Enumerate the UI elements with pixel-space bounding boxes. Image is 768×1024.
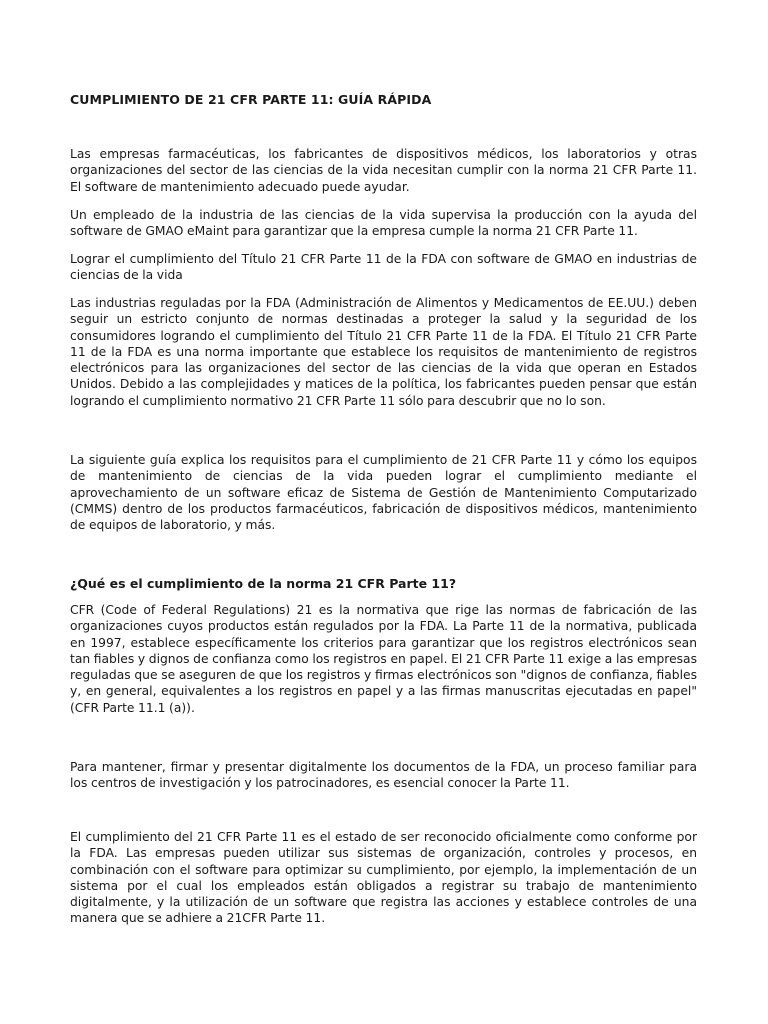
paragraph-intro: Las empresas farmacéuticas, los fabricantes de dispositivos médicos, los laboratorios y otras organizaciones del sector de las ciencias de la vida necesitan cumplir con la norma 21 CFR Parte 11. El software de mantenimiento adecuado puede ayudar. [70, 147, 697, 194]
paragraph-cfr-definition: CFR (Code of Federal Regulations) 21 es la normativa que rige las normas de fabricación de las organizaciones cuyos productos están regulados por la FDA. La Parte 11 de la normativa, publicada en 1997, establece específicamente los criterios para garantizar que los registros electrónicos sean tan fiables y dignos de confianza como los registros en papel. El 21 CFR Parte 11 exige a las empresas reguladas que se aseguren de que los registros y firmas electrónicos son "dignos de confianza, fiables y, en general, equivalentes a los registros en papel y a las firmas manuscritas ejecutadas en papel" (CFR Parte 11.1 (a)). [70, 603, 697, 715]
paragraph-regulated-industries: Las industrias reguladas por la FDA (Administración de Alimentos y Medicamentos de EE.UU.) deben seguir un estricto conjunto de normas destinadas a proteger la salud y la seguridad de los consumidores logrando el cumplimiento del Título 21 CFR Parte 11 de la FDA. El Título 21 CFR Parte 11 de la FDA es una norma importante que establece los requisitos de mantenimiento de registros electrónicos para las organizaciones del sector de las ciencias de la vida que operan en Estados Unidos. Debido a las complejidades y matices de la política, los fabricantes pueden pensar que están logrando el cumplimiento normativo 21 CFR Parte 11 sólo para descubrir que no lo son. [70, 296, 697, 408]
paragraph-guide: La siguiente guía explica los requisitos para el cumplimiento de 21 CFR Parte 11 y cómo los equipos de mantenimiento de ciencias de la vida pueden lograr el cumplimiento mediante el aprovechamiento de un software eficaz de Sistema de Gestión de Mantenimiento Computarizado (CMMS) dentro de los productos farmacéuticos, fabricación de dispositivos médicos, mantenimiento de equipos de laboratorio, y más. [70, 453, 697, 533]
section-heading: ¿Qué es el cumplimiento de la norma 21 CFR Parte 11? [70, 576, 457, 591]
paragraph-achieve: Lograr el cumplimiento del Título 21 CFR Parte 11 de la FDA con software de GMAO en industrias de ciencias de la vida [70, 252, 697, 283]
paragraph-digital-documents: Para mantener, firmar y presentar digitalmente los documentos de la FDA, un proceso familiar para los centros de investigación y los patrocinadores, es esencial conocer la Parte 11. [70, 760, 697, 791]
document-title: CUMPLIMIENTO DE 21 CFR PARTE 11: GUÍA RÁPIDA [70, 92, 432, 107]
paragraph-compliance-state: El cumplimiento del 21 CFR Parte 11 es el estado de ser reconocido oficialmente como conforme por la FDA. Las empresas pueden utilizar sus sistemas de organización, controles y procesos, en combinación con el software para optimizar su cumplimiento, por ejemplo, la implementación de un sistema por el cual los empleados están obligados a registrar su trabajo de mantenimiento digitalmente, y la utilización de un software que registra las acciones y establece controles de una manera que se adhiere a 21CFR Parte 11. [70, 830, 697, 926]
paragraph-employee: Un empleado de la industria de las ciencias de la vida supervisa la producción con la ayuda del software de GMAO eMaint para garantizar que la empresa cumple la norma 21 CFR Parte 11. [70, 208, 697, 239]
